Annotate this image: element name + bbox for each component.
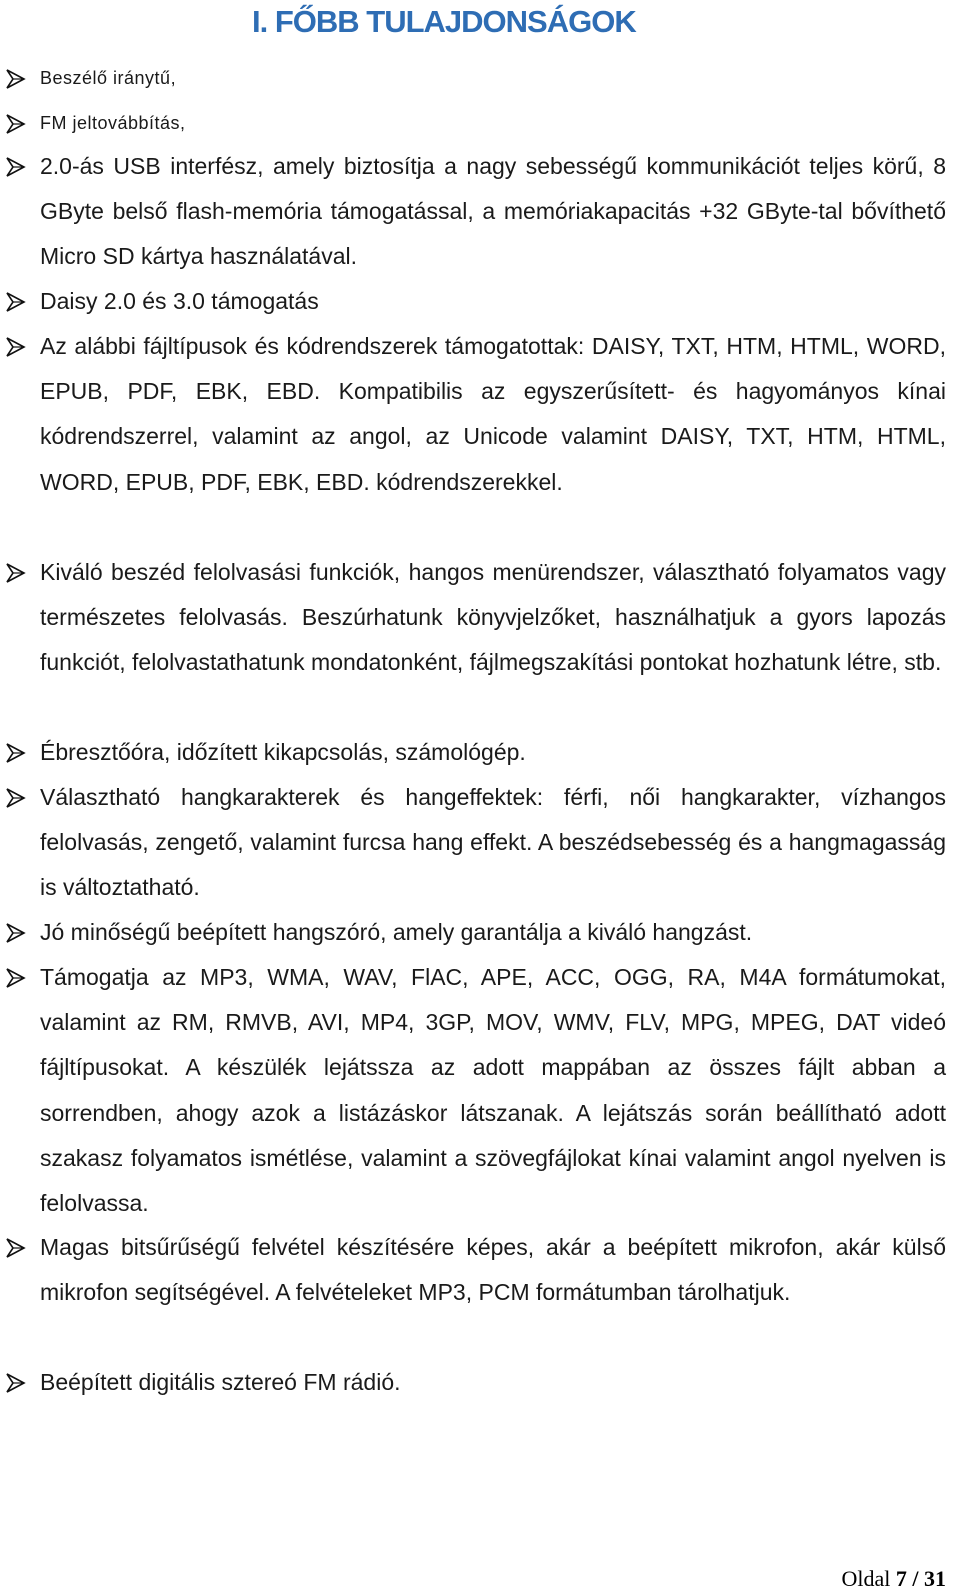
feature-text: FM jeltovábbítás,: [40, 113, 186, 133]
feature-text: Magas bitsűrűségű felvétel készítésére képes, akár a beépített mikrofon, akár külső mikrofon segítségével. A felvételeket MP3, PCM formátumban tárolhatjuk.: [40, 1234, 946, 1306]
arrow-bullet-icon: [5, 967, 27, 989]
page-label: Oldal: [841, 1566, 891, 1591]
arrow-bullet-icon: [5, 156, 27, 178]
feature-text: Az alábbi fájltípusok és kódrendszerek támogatottak: DAISY, TXT, HTM, HTML, WORD, EPUB, PDF, EBK, EBD. Kompatibilis az egyszerűsített- és hagyományos kínai kódrendszerrel, valamint az angol, az Unicode valamint DAISY, TXT, HTM, HTML, WORD, EPUB, PDF, EBK, EBD. kódrendszerekkel.: [40, 333, 946, 495]
feature-text: Beszélő iránytű,: [40, 68, 177, 88]
arrow-bullet-icon: [5, 1372, 27, 1394]
feature-text: Támogatja az MP3, WMA, WAV, FlAC, APE, ACC, OGG, RA, M4A formátumokat, valamint az RM, RMVB, AVI, MP4, 3GP, MOV, WMV, FLV, MPG, MPEG, DAT videó fájltípusokat. A készülék lejátssza az adott mappában az összes fájlt abban a sorrendben, ahogy azok a listázáskor látszanak. A lejátszás során beállítható adott szakasz folyamatos ismétlése, valamint a szövegfájlokat kínai valamint angol nyelven is felolvassa.: [40, 964, 946, 1217]
arrow-bullet-icon: [5, 562, 27, 584]
section-heading: I. FŐBB TULAJDONSÁGOK: [252, 4, 636, 39]
arrow-bullet-icon: [5, 291, 27, 313]
arrow-bullet-icon: [5, 1237, 27, 1259]
feature-text: Választható hangkarakterek és hangeffektek: férfi, női hangkarakter, vízhangos felolvasás, zengető, valamint furcsa hang effekt. A beszédsebesség és a hangmagasság is változtatható.: [40, 784, 946, 901]
arrow-bullet-icon: [5, 787, 27, 809]
page-footer: [841, 1566, 946, 1592]
feature-text: Ébresztőóra, időzített kikapcsolás, számológép.: [40, 739, 526, 765]
page-number: 7: [895, 1566, 907, 1591]
feature-text: Beépített digitális sztereó FM rádió.: [40, 1369, 401, 1395]
feature-text: Daisy 2.0 és 3.0 támogatás: [40, 288, 319, 314]
page-separator: /: [912, 1566, 919, 1591]
feature-text: 2.0-ás USB interfész, amely biztosítja a nagy sebességű kommunikációt teljes körű, 8 GByte belső flash-memória támogatással, a memóriakapacitás +32 GByte-tal bővíthető Micro SD kártya használatával.: [40, 153, 946, 270]
arrow-bullet-icon: [5, 922, 27, 944]
feature-text: Kiváló beszéd felolvasási funkciók, hangos menürendszer, választható folyamatos vagy természetes felolvasás. Beszúrhatunk könyvjelzőket, használhatjuk a gyors lapozás funkciót, felolvastathatunk mondatonként, fájlmegszakítási pontokat hozhatunk létre, stb.: [40, 559, 946, 676]
arrow-bullet-icon: [5, 742, 27, 764]
feature-text: Jó minőségű beépített hangszóró, amely garantálja a kiváló hangzást.: [40, 919, 753, 945]
arrow-bullet-icon: [5, 336, 27, 358]
arrow-bullet-icon: [5, 113, 27, 135]
arrow-bullet-icon: [5, 68, 27, 90]
page-total: 31: [924, 1566, 946, 1591]
